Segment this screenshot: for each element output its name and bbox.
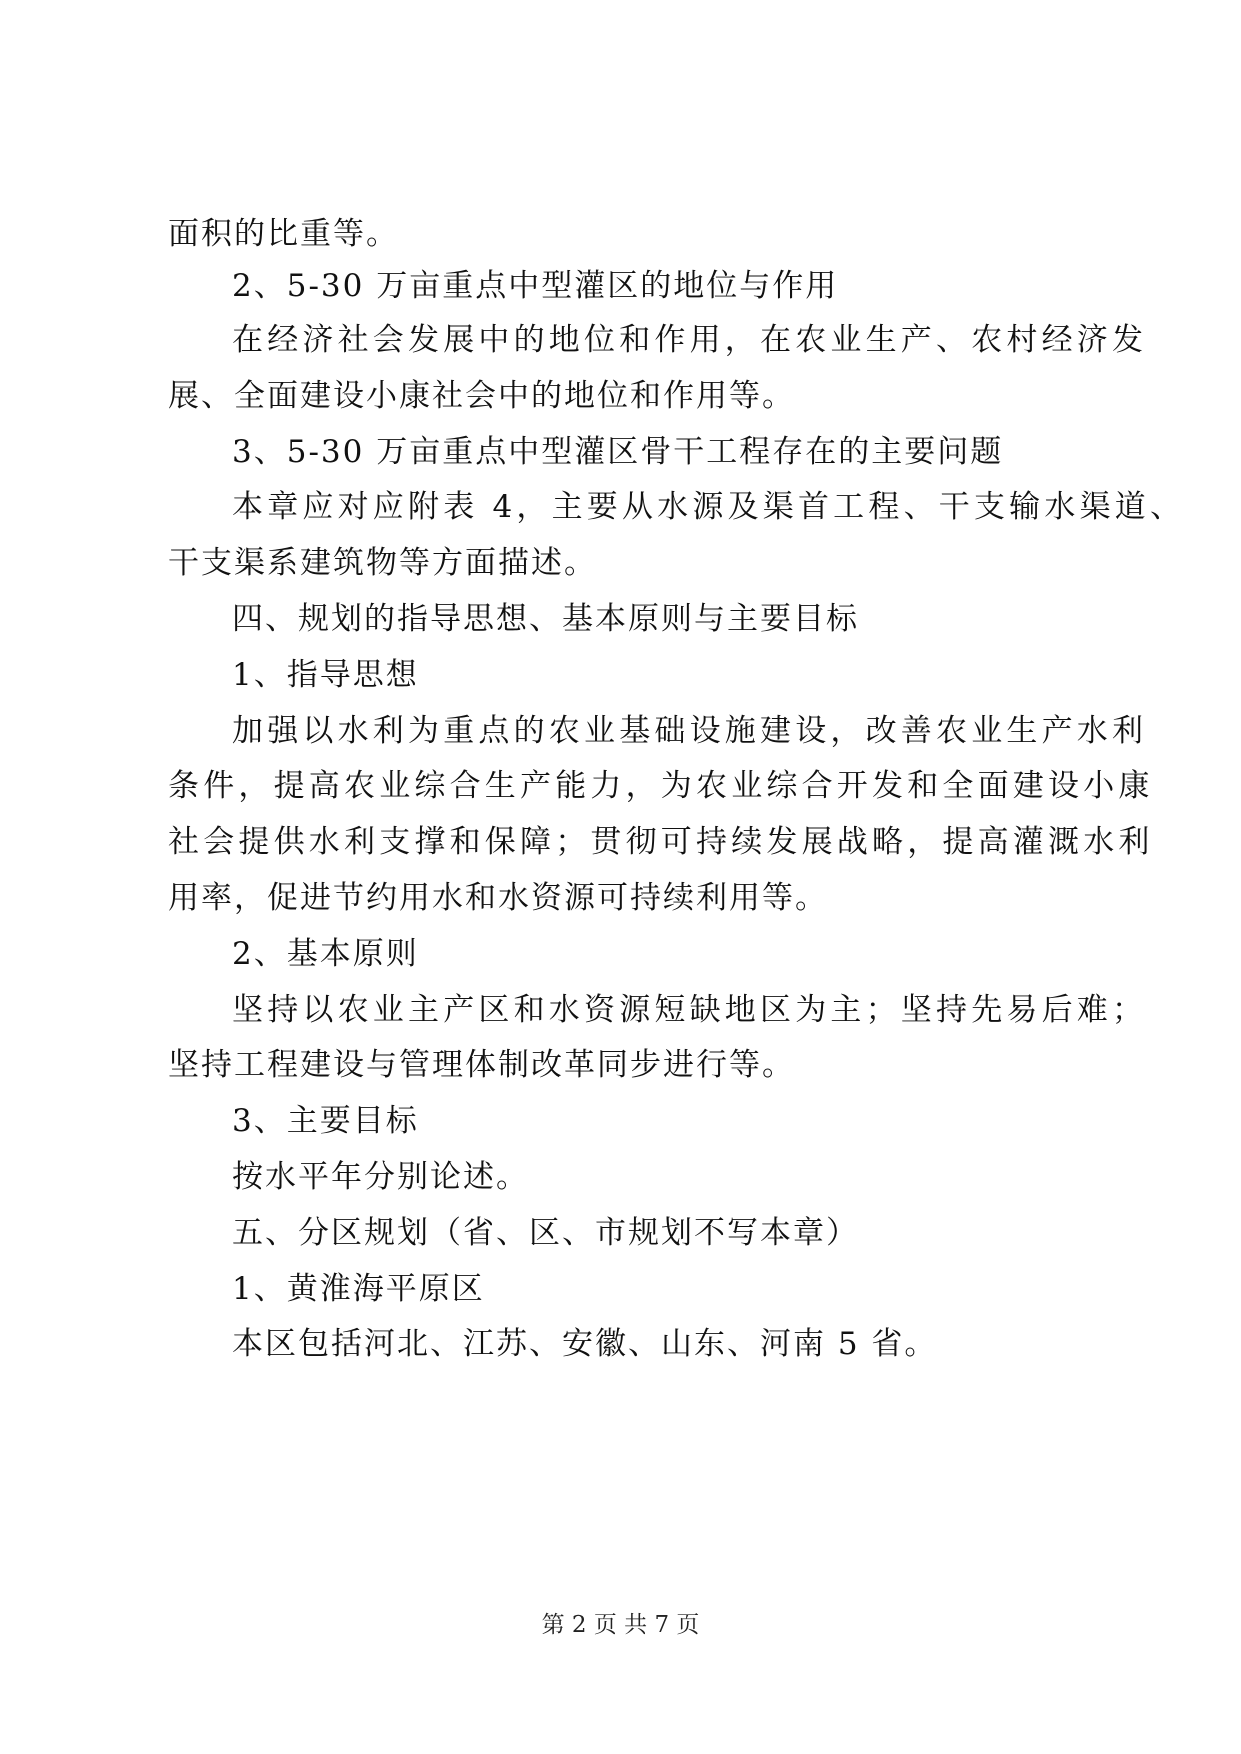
chapter-heading: 四、规划的指导思想、基本原则与主要目标: [232, 601, 859, 637]
section-heading: 1、黄淮海平原区: [232, 1271, 485, 1307]
paragraph-line: 本区包括河北、江苏、安徽、山东、河南 5 省。: [232, 1326, 938, 1362]
paragraph-line: 面积的比重等。: [168, 216, 399, 252]
section-heading: 2、基本原则: [232, 936, 419, 972]
paragraph-line: 本章应对应附表 4，主要从水源及渠首工程、干支输水渠道、: [232, 489, 1186, 525]
paragraph-line: 按水平年分别论述。: [232, 1159, 529, 1195]
paragraph-line: 用率，促进节约用水和水资源可持续利用等。: [168, 880, 828, 916]
paragraph-line: 坚持以农业主产区和水资源短缺地区为主；坚持先易后难；: [232, 992, 1148, 1028]
paragraph-line: 干支渠系建筑物等方面描述。: [168, 545, 597, 581]
section-heading: 3、主要目标: [232, 1103, 419, 1139]
paragraph-line: 展、全面建设小康社会中的地位和作用等。: [168, 378, 795, 414]
paragraph-line: 社会提供水利支撑和保障；贯彻可持续发展战略，提高灌溉水利: [168, 824, 1154, 860]
paragraph-line: 加强以水利为重点的农业基础设施建设，改善农业生产水利: [232, 713, 1148, 749]
paragraph-line: 在经济社会发展中的地位和作用，在农业生产、农村经济发: [232, 322, 1148, 358]
section-heading: 1、指导思想: [232, 657, 419, 693]
page-number-footer: 第 2 页 共 7 页: [541, 1612, 700, 1638]
paragraph-line: 坚持工程建设与管理体制改革同步进行等。: [168, 1047, 795, 1083]
section-heading: 2、5-30 万亩重点中型灌区的地位与作用: [232, 268, 839, 304]
section-heading: 3、5-30 万亩重点中型灌区骨干工程存在的主要问题: [232, 434, 1004, 470]
paragraph-line: 条件，提高农业综合生产能力，为农业综合开发和全面建设小康: [168, 768, 1154, 804]
chapter-heading: 五、分区规划（省、区、市规划不写本章）: [232, 1215, 859, 1251]
